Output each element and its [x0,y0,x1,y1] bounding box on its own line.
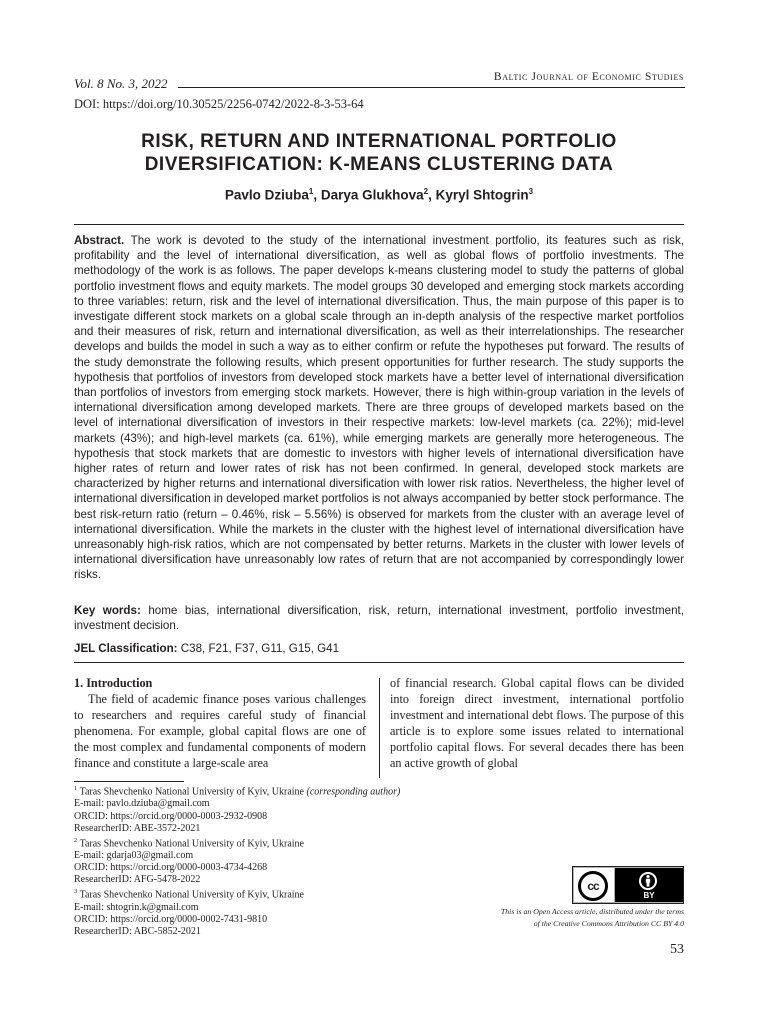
author-affiliation-mark: 2 [423,187,429,196]
abstract-label: Abstract. [74,234,125,247]
footnote-affiliation [74,835,474,850]
footnote-affiliation [74,886,474,901]
body-paragraph: The field of academic finance poses various challenges to researchers and requires careful study of financial phenomena. For example, global capital flows are one of the most complex and fundamental components of modern finance and constitute a large-scale area [74,691,366,770]
footnote-email[interactable]: E-mail: gdarja03@gmail.com [74,850,194,862]
abstract-text: The work is devoted to the study of the international investment portfolio, its features such as risk, profitability and the level of international diversification, as well as global flows of portfolio investments. The methodology of the work is as follows. The paper develops k-means clustering model to study the patterns of global portfolio investment flows and equity markets. The model groups 30 developed and emerging stock markets according to three variables: return, risk and the level of international diversification. Thus, the main purpose of this paper is to investigate different stock markets on a global scale through an in-depth analysis of the respective market portfolios and their measures of risk, return and international diversification, as well as their interrelationships. The researcher develops and builds the model in such a way as to either confirm or refute the hypotheses put forward. The results of the study demonstrate the following results, which present opportunities for further research. The study supports the hypothesis that portfolios of investors from developed stock markets have a better level of international diversification than portfolios of investors from emerging stock markets. However, there is high within-group variation in the levels of international diversification among developed markets. There are three groups of developed markets based on the level of international diversification of investors in their respective markets: low-level markets (ca. 22%); mid-level markets (43%); and high-level markets (ca. 61%), while emerging markets are generally more heterogeneous. The hypothesis that stock markets that are domestic to investors with higher levels of international diversification have higher rates of return and lower rates of risk has not been confirmed. In general, developed stock markets are characterized by higher returns and international diversification with lower risk ratios. Nevertheless, the higher level of international diversification in developed market portfolios is not always accompanied by better stock performance. The best risk-return ratio (return – 0.46%, risk – 5.56%) is observed for markets from the cluster with an average level of international diversification. While the markets in the cluster with the highest level of international diversification have unreasonably high-risk ratios, which are not compensated by better returns. Markets in the cluster with lower levels of international diversification have unreasonably low rates of return that are not accompanied by correspondingly lower risks. [74,234,684,582]
author-separator: , [313,187,321,203]
divider-rule [74,224,684,225]
footnote-orcid[interactable]: ORCID: https://orcid.org/0000-0002-7431-9810 [74,913,268,925]
footnote-email[interactable]: E-mail: pavlo.dziuba@gmail.com [74,798,210,810]
cc-badge-left-panel [574,868,614,902]
journal-name: Baltic Journal of Economic Studies [493,71,684,83]
section-heading: 1. Introduction [74,676,153,690]
open-access-note-line: of the Creative Commons Attribution CC BY 4.0 [533,919,684,928]
author-name: Darya Glukhova [320,187,424,203]
footnote-mark: 1 [74,785,78,792]
cc-badge-right-panel [615,868,683,902]
cc-logo-icon: cc [578,871,608,901]
author-list [74,187,684,203]
footnote-text: Taras Shevchenko National University of Kyiv, Ukraine [77,786,307,798]
author-affiliation-mark: 3 [528,187,534,196]
footnote-researcher-id: ResearcherID: AFG-5478-2022 [74,874,201,886]
footnote-researcher-id: ResearcherID: ABE-3572-2021 [74,822,201,834]
title-line-2: DIVERSIFICATION: K-MEANS CLUSTERING DATA [144,154,614,175]
divider-rule [74,662,684,663]
header-rule [178,87,685,88]
paper-title [74,130,684,176]
footnote-affiliation [74,783,474,798]
author-name: Pavlo Dziuba [224,187,309,203]
author-name: Kyryl Shtogrin [435,187,529,203]
body-column-left [74,676,366,771]
keywords [74,603,684,633]
footnote-text: Taras Shevchenko National University of Kyiv, Ukraine [77,838,304,850]
attribution-person-icon [636,871,660,891]
footnote-text: Taras Shevchenko National University of Kyiv, Ukraine [77,889,304,901]
page-number: 53 [670,942,684,957]
by-label: BY [643,891,655,900]
open-access-note [464,906,684,930]
cc-by-license-badge[interactable] [572,866,684,904]
body-paragraph: of financial research. Global capital flows can be divided into foreign direct investment, international portfolio investment and international debt flows. The purpose of this article is to explore some issues related to international portfolio capital flows. For several decades there has been an active growth of global [390,676,684,770]
jel-label: JEL Classification: [74,642,178,655]
footnote-orcid[interactable]: ORCID: https://orcid.org/0000-0003-4734-4268 [74,862,268,874]
jel-classification [74,641,684,656]
open-access-note-line: This is an Open Access article, distributed under the terms [500,907,684,916]
jel-codes: C38, F21, F37, G11, G15, G41 [177,642,340,655]
abstract [74,233,684,583]
corresponding-author-note: (corresponding author) [306,786,401,798]
footnote-mark: 2 [74,836,78,844]
column-divider [379,678,380,778]
footnote-mark: 3 [74,888,78,896]
keywords-text: home bias, international diversification, risk, return, international investment, portfolio investment, investment decision. [74,604,684,633]
doi-link[interactable]: DOI: https://doi.org/10.30525/2256-0742/2022-8-3-53-64 [74,97,364,111]
footnote-orcid[interactable]: ORCID: https://orcid.org/0000-0003-2932-0908 [74,810,268,822]
footnote-researcher-id: ResearcherID: ABC-5852-2021 [74,926,201,938]
footnote-rule [74,781,184,782]
author-separator: , [428,187,436,203]
body-column-right [390,676,684,771]
keywords-label: Key words: [74,604,141,617]
footnote-email[interactable]: E-mail: shtogrin.k@gmail.com [74,901,199,913]
title-line-1: RISK, RETURN AND INTERNATIONAL PORTFOLIO [141,131,617,152]
volume-issue: Vol. 8 No. 3, 2022 [74,76,168,91]
author-affiliation-mark: 1 [308,187,314,196]
footnotes [74,783,474,938]
